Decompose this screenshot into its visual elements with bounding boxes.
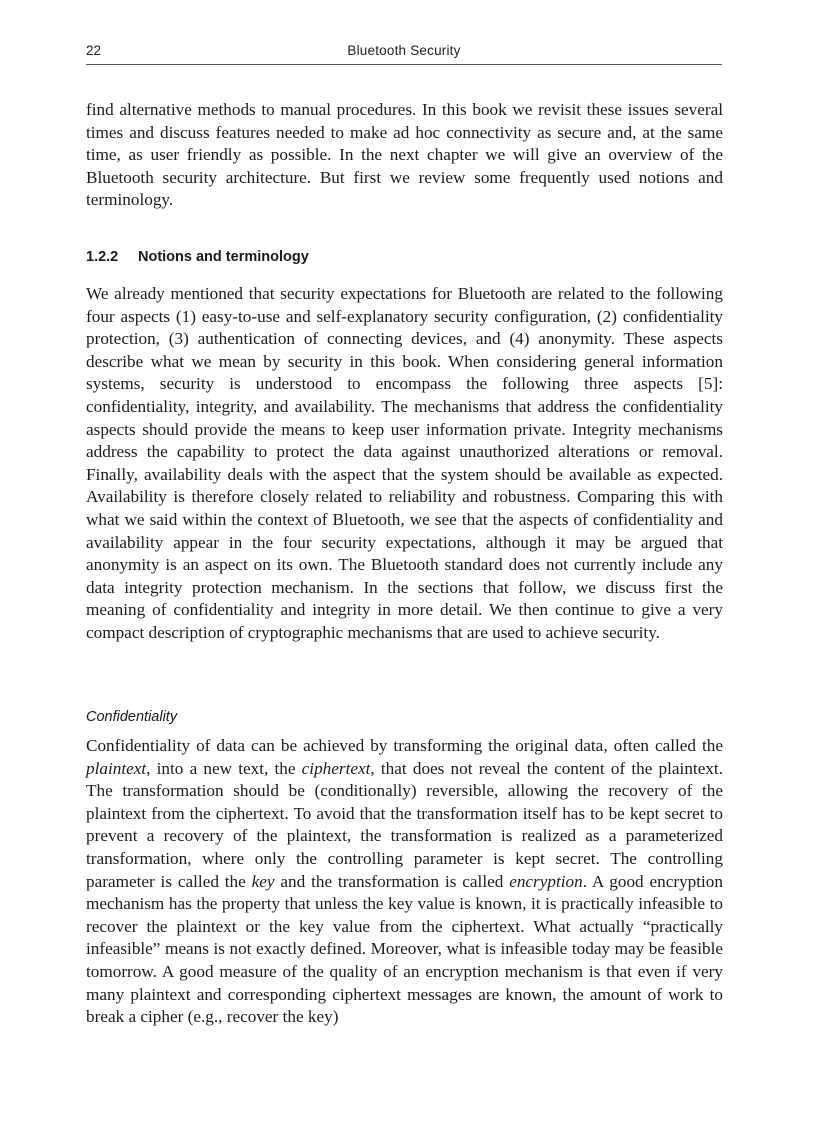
paragraph-intro: find alternative methods to manual procedures. In this book we revisit these issues several times and discuss features needed to make ad hoc connectivity as secure and, at the same time, as user friendly as possible. In the next chapter we will give an overview of the Bluetooth security architecture. But first we review some frequently used notions and terminology. (86, 100, 723, 210)
term-ciphertext: ciphertext (301, 758, 371, 778)
section-title: Notions and terminology (138, 249, 309, 265)
term-key: key (251, 871, 275, 891)
term-encryption: encryption (509, 871, 583, 891)
running-header (86, 42, 722, 65)
text-run: , that does not reveal the content of the plaintext. The transformation should be (conditionally) reversible, allowing the recovery of the plaintext from the ciphertext. To avoid that the transformation itself has to be kept secret to prevent a recovery of the plaintext, the transformation is realized as a parameterized transformation, where only the controlling parameter is kept secret. The controlling parameter is called the (86, 758, 723, 891)
text-run: , into a new text, the (146, 758, 302, 778)
running-title: Bluetooth Security (347, 43, 461, 58)
section-number: 1.2.2 (86, 249, 119, 265)
paragraph-confidentiality (86, 735, 723, 1029)
term-plaintext: plaintext (86, 758, 147, 778)
text-run: Confidentiality of data can be achieved by transforming the original data, often called the (86, 736, 723, 755)
paragraph-notions: We already mentioned that security expectations for Bluetooth are related to the following four aspects (1) easy-to-use and self-explanatory security configuration, (2) confidentiality protection, (3) authentication of connecting devices, and (4) anonymity. These aspects describe what we mean by security in this book. When considering general information systems, security is understood to encompass the following three aspects [5]: confidentiality, integrity, and availability. The mechanisms that address the confidentiality aspects should provide the means to keep user information private. Integrity mechanisms address the capability to protect the data against unauthorized alterations or removal. Finally, availability deals with the aspect that the system should be available as expected. Availability is therefore closely related to reliability and robustness. Comparing this with what we said within the context of Bluetooth, we see that the aspects of confidentiality and availability appear in the four security expectations, although it may be argued that anonymity is an aspect on its own. The Bluetooth standard does not currently include any data integrity protection mechanism. In the sections that follow, we discuss first the meaning of confidentiality and integrity in more detail. We then continue to give a very compact description of cryptographic mechanisms that are used to achieve security. (86, 284, 723, 642)
subsection-heading-confidentiality: Confidentiality (86, 709, 178, 725)
text-run: and the transformation is called (274, 871, 510, 891)
section-heading (86, 249, 723, 265)
text-run: . A good encryption mechanism has the property that unless the key value is known, it is practically infeasible to recover the plaintext or the key value from the ciphertext. What actually “practically infeasible” means is not exactly defined. Moreover, what is infeasible today may be feasible tomorrow. A good measure of the quality of an encryption mechanism is that even if very many plaintext and corresponding ciphertext messages are known, the amount of work to break a cipher (e.g., recover the key) (86, 871, 723, 1027)
page-number: 22 (86, 43, 102, 58)
